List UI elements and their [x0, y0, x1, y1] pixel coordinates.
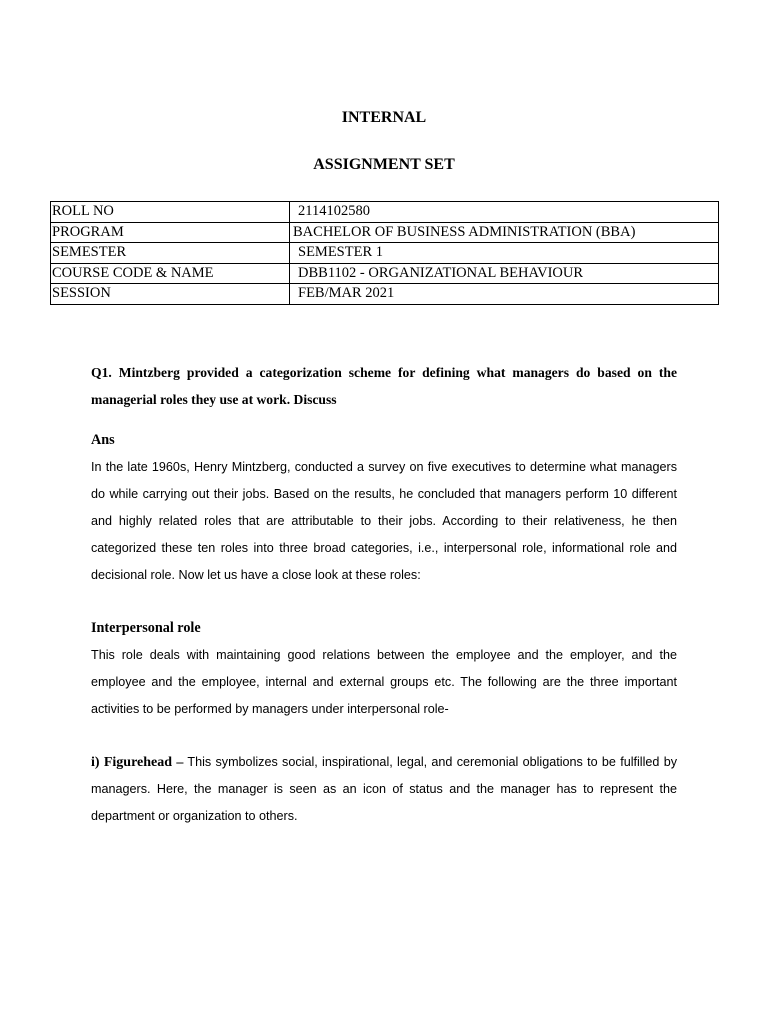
- info-key-session: SESSION: [51, 284, 290, 305]
- question-text: Q1. Mintzberg provided a categorization scheme for defining what managers do based on the managerial roles they use at work. Discuss: [91, 365, 677, 407]
- figurehead-text: This symbolizes social, inspirational, legal, and ceremonial obligations to be fulfilled by managers. Here, the manager is seen as an icon of status and the manager has to represent the department or organization to others.: [91, 755, 677, 823]
- answer-label: Ans: [91, 432, 115, 448]
- info-value-course: DBB1102 - ORGANIZATIONAL BEHAVIOUR: [290, 263, 719, 284]
- section-heading-interpersonal: Interpersonal role: [91, 620, 201, 636]
- info-value-roll-no: 2114102580: [290, 202, 719, 223]
- info-key-program: PROGRAM: [51, 222, 290, 243]
- figurehead-paragraph: [91, 749, 677, 830]
- figurehead-label: i) Figurehead –: [91, 755, 184, 770]
- info-value-semester: SEMESTER 1: [290, 243, 719, 264]
- table-row: [51, 243, 719, 264]
- table-row: [51, 263, 719, 284]
- info-key-roll-no: ROLL NO: [51, 202, 290, 223]
- interpersonal-paragraph: This role deals with maintaining good relations between the employee and the employer, and the employee and the employee, internal and external groups etc. The following are the three important activities to be performed by managers under interpersonal role-: [91, 648, 677, 716]
- info-key-semester: SEMESTER: [51, 243, 290, 264]
- info-value-program: BACHELOR OF BUSINESS ADMINISTRATION (BBA): [290, 222, 719, 243]
- info-key-course: COURSE CODE & NAME: [51, 263, 290, 284]
- table-row: [51, 284, 719, 305]
- table-row: [51, 222, 719, 243]
- info-value-session: FEB/MAR 2021: [290, 284, 719, 305]
- student-info-table: [50, 201, 719, 305]
- answer-paragraph-1: In the late 1960s, Henry Mintzberg, conducted a survey on five executives to determine what managers do while carrying out their jobs. Based on the results, he concluded that managers perform 10 different and highly related roles that are attributable to their jobs. According to their relativeness, he then categorized these ten roles into three broad categories, i.e., interpersonal role, informational role and decisional role. Now let us have a close look at these roles:: [91, 460, 677, 582]
- document-title: INTERNAL: [341, 109, 427, 126]
- document-subtitle: ASSIGNMENT SET: [313, 156, 455, 173]
- table-row: [51, 202, 719, 223]
